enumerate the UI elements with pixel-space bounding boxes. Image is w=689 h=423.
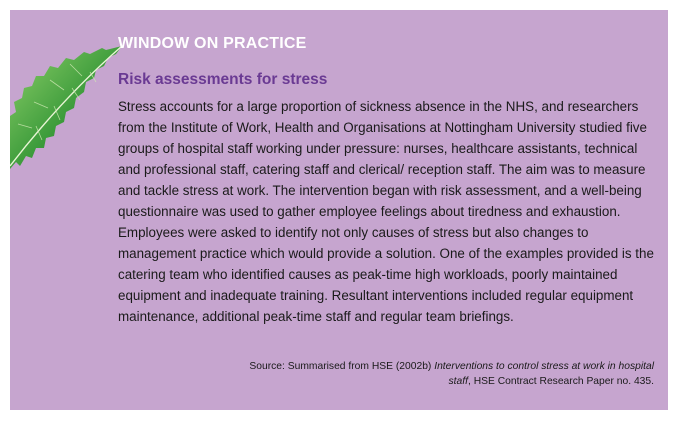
source-prefix: Source: Summarised from HSE (2002b) <box>249 361 435 372</box>
body-paragraph: Stress accounts for a large proportion of sickness absence in the NHS, and researchers from the Institute of Work, Health and Organisations at Nottingham University studied five groups of hospital staff working under pressure: nurses, healthcare assistants, technical and professional staff, catering staff and clerical/ reception staff. The aim was to measure and tackle stress at work. The intervention began with risk assessment, and a well-being questionnaire was used to gather employee feelings about tiredness and exhaustion. Employees were asked to identify not only causes of stress but also changes to management practice which would provide a solution. One of the examples provided is the catering team who identified causes as peak-time high workloads, poorly maintained equipment and inadequate training. Resultant interventions included regular equipment maintenance, additional peak-time staff and regular team briefings. <box>118 99 654 324</box>
section-heading: Risk assessments for stress <box>118 71 328 88</box>
source-suffix: , HSE Contract Research Paper no. 435. <box>467 376 654 387</box>
window-on-practice-box <box>10 10 668 410</box>
banner-title: WINDOW ON PRACTICE <box>118 35 307 52</box>
source-title: Interventions to control stress at work in hospital staff <box>434 361 654 387</box>
leaf-icon <box>10 44 122 169</box>
source-citation <box>234 359 654 389</box>
